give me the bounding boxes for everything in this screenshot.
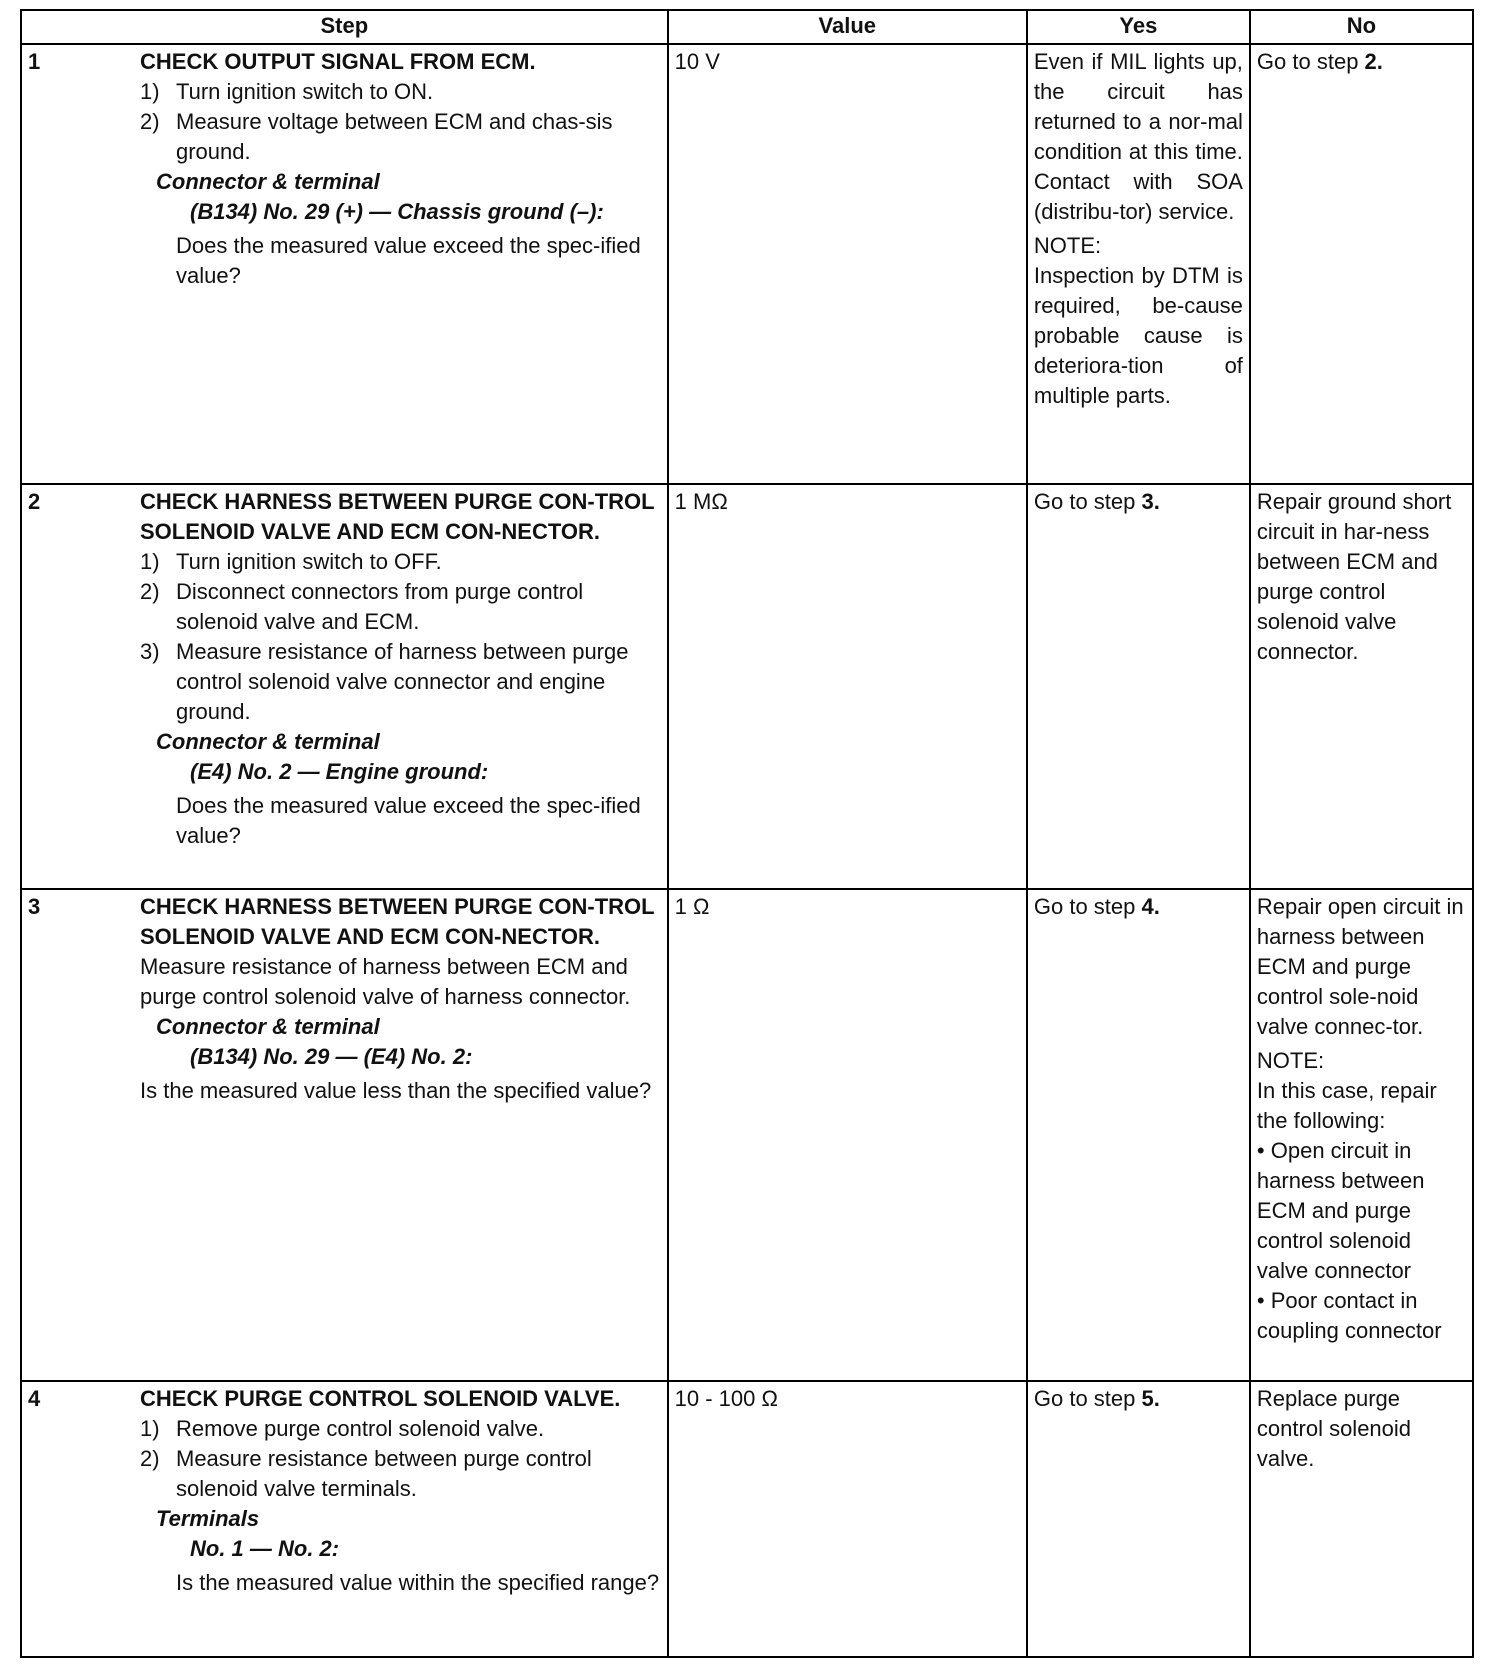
list-item-text: Measure resistance of harness between purge control solenoid valve connector and engine ground.	[176, 639, 629, 724]
list-item-number: 2)	[140, 579, 160, 604]
list-item-number: 1)	[140, 549, 160, 574]
list-item-number: 1)	[140, 79, 160, 104]
yes-goto-step: 3.	[1141, 489, 1160, 514]
list-item-number: 1)	[140, 1416, 160, 1441]
list-item-text: Measure resistance between purge control solenoid valve terminals.	[176, 1446, 592, 1501]
diagnostic-table	[20, 9, 1474, 1658]
list-item-text: Turn ignition switch to OFF.	[176, 549, 442, 574]
yes-goto-text: Go to step	[1033, 489, 1142, 514]
yes-cell	[1027, 889, 1250, 1381]
step-title: CHECK OUTPUT SIGNAL FROM ECM.	[140, 49, 536, 74]
connector-label: Connector & terminal	[156, 729, 380, 754]
header-no: No	[1250, 10, 1473, 44]
yes-goto-text: Go to step	[1033, 1386, 1142, 1411]
value-cell: 1 Ω	[668, 889, 1027, 1381]
yes-note-text: Inspection by DTM is required, be-cause probable cause is deteriora-tion of multiple parts.	[1033, 263, 1243, 408]
question-text: Does the measured value exceed the spec-ified value?	[176, 233, 641, 288]
step-cell	[21, 484, 668, 889]
value-cell: 1 MΩ	[668, 484, 1027, 889]
no-goto-text: Go to step	[1256, 49, 1365, 74]
list-item-text: Turn ignition switch to ON.	[176, 79, 434, 104]
list-item	[140, 107, 661, 167]
list-item-text: Disconnect connectors from purge control solenoid valve and ECM.	[176, 579, 584, 634]
no-text: Repair open circuit in harness between ECM and purge control sole-noid valve connec-tor.	[1256, 894, 1464, 1039]
list-item	[140, 637, 661, 727]
step-title: CHECK HARNESS BETWEEN PURGE CON-TROL SOLENOID VALVE AND ECM CON-NECTOR.	[140, 894, 655, 949]
no-cell	[1250, 44, 1473, 484]
header-step: Step	[21, 10, 668, 44]
list-item	[140, 577, 661, 637]
step-intro-text: Measure resistance of harness between ECM and purge control solenoid valve of harness connector.	[140, 954, 631, 1009]
connector-value: No. 1 — No. 2:	[190, 1536, 340, 1561]
list-item-number: 2)	[140, 1446, 160, 1471]
value-cell: 10 - 100 Ω	[668, 1381, 1027, 1657]
connector-label: Connector & terminal	[156, 1014, 380, 1039]
no-cell	[1250, 484, 1473, 889]
list-item-number: 3)	[140, 639, 160, 664]
connector-value: (B134) No. 29 (+) — Chassis ground (–):	[190, 199, 604, 224]
question-text: Does the measured value exceed the spec-ified value?	[176, 793, 641, 848]
step-number: 4	[28, 1386, 41, 1411]
header-value: Value	[668, 10, 1027, 44]
yes-text: Even if MIL lights up, the circuit has returned to a nor-mal condition at this time. Contact with SOA (distribu-tor) service.	[1033, 49, 1243, 224]
list-item	[140, 77, 661, 107]
value-cell: 10 V	[668, 44, 1027, 484]
step-cell	[21, 889, 668, 1381]
yes-cell	[1027, 484, 1250, 889]
no-text: Repair ground short circuit in har-ness between ECM and purge control solenoid valve connector.	[1256, 489, 1452, 664]
yes-goto-step: 4.	[1141, 894, 1160, 919]
no-cell	[1250, 889, 1473, 1381]
no-bullet-item: • Open circuit in harness between ECM and purge control solenoid valve connector	[1256, 1138, 1425, 1283]
connector-value: (E4) No. 2 — Engine ground:	[190, 759, 489, 784]
step-cell	[21, 44, 668, 484]
step-title: CHECK PURGE CONTROL SOLENOID VALVE.	[140, 1386, 621, 1411]
question-text: Is the measured value less than the specified value?	[140, 1078, 652, 1103]
no-note-text: In this case, repair the following:	[1256, 1078, 1437, 1133]
yes-cell	[1027, 44, 1250, 484]
question-text: Is the measured value within the specified range?	[176, 1570, 660, 1595]
no-cell	[1250, 1381, 1473, 1657]
list-item	[140, 1414, 661, 1444]
list-item	[140, 547, 661, 577]
step-title: CHECK HARNESS BETWEEN PURGE CON-TROL SOLENOID VALVE AND ECM CON-NECTOR.	[140, 489, 655, 544]
no-bullet-item: • Poor contact in coupling connector	[1256, 1288, 1442, 1343]
header-yes: Yes	[1027, 10, 1250, 44]
yes-note-label: NOTE:	[1033, 233, 1102, 258]
connector-value: (B134) No. 29 — (E4) No. 2:	[190, 1044, 473, 1069]
step-number: 2	[28, 489, 41, 514]
table-row	[21, 889, 1473, 1381]
yes-goto-step: 5.	[1141, 1386, 1160, 1411]
step-number: 3	[28, 894, 41, 919]
connector-label: Terminals	[156, 1506, 260, 1531]
no-text: Replace purge control solenoid valve.	[1256, 1386, 1412, 1471]
no-goto-step: 2.	[1364, 49, 1383, 74]
yes-cell	[1027, 1381, 1250, 1657]
list-item-number: 2)	[140, 109, 160, 134]
yes-goto-text: Go to step	[1033, 894, 1142, 919]
list-item-text: Remove purge control solenoid valve.	[176, 1416, 545, 1441]
table-row	[21, 1381, 1473, 1657]
list-item-text: Measure voltage between ECM and chas-sis ground.	[176, 109, 613, 164]
table-row	[21, 484, 1473, 889]
step-number: 1	[28, 49, 41, 74]
no-note-label: NOTE:	[1256, 1048, 1325, 1073]
table-header-row	[21, 10, 1473, 44]
list-item	[140, 1444, 661, 1504]
connector-label: Connector & terminal	[156, 169, 380, 194]
table-row	[21, 44, 1473, 484]
step-cell	[21, 1381, 668, 1657]
